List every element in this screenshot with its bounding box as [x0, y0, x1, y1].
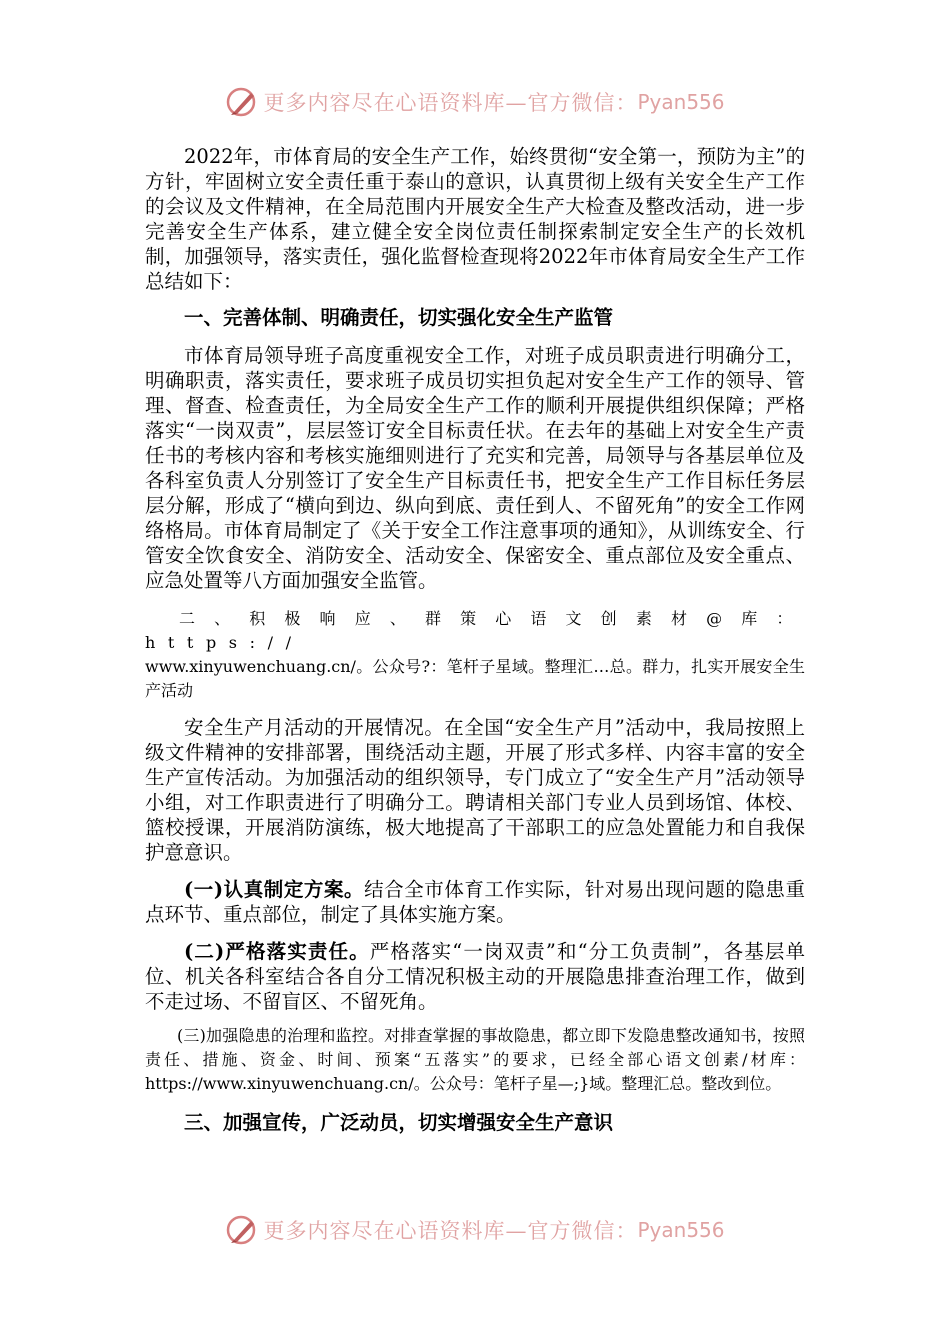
subsection-1-body: 结合全市体育工作实际，针对易出现问题的隐患重点环节、重点部位，制定了具体实施方案。 — [145, 878, 805, 926]
section-heading-2-block — [145, 607, 805, 703]
subsection-2-body: 严格落实“一岗双责”和“分工负责制”，各基层单位、机关各科室结合各自分工情况积极主动的开展隐患排查治理工作，做到不走过场、不留盲区、不留死角。 — [145, 940, 805, 1013]
section-heading-2-line2: www.xinyuwenchuang.cn/。公众号?：笔杆子星域。整理汇…总。群力，扎实开展安全生产活动 — [145, 657, 805, 700]
section-2-paragraph: 安全生产月活动的开展情况。在全国“安全生产月”活动中，我局按照上级文件精神的安排部署，围绕活动主题，开展了形式多样、内容丰富的安全生产宣传活动。为加强活动的组织领导，专门成立了“安全生产月”活动领导小组，对工作职责进行了明确分工。聘请相关部门专业人员到场馆、体校、篮校授课，开展消防演练，极大地提高了干部职工的应急处置能力和自我保护意意识。 — [145, 716, 805, 864]
banner-text: 更多内容尽在心语资料库—官方微信： — [263, 91, 638, 115]
section-heading-2-line1: 二、积极响应、群策心语文创素材@库：https:// — [145, 609, 805, 652]
intro-paragraph: 2022年，市体育局的安全生产工作，始终贯彻“安全第一，预防为主”的方针，牢固树立安全责任重于泰山的意识，认真贯彻上级有关安全生产工作的会议及文件精神，在全局范围内开展安全生产大检查及整改活动，进一步完善安全生产体系，建立健全安全岗位责任制探索制定安全生产的长效机制，加强领导，落实责任，强化监督检查现将2022年市体育局安全生产工作总结如下： — [145, 145, 805, 293]
section-heading-3: 三、加强宣传，广泛动员，切实增强安全生产意识 — [184, 1111, 614, 1134]
document-body — [145, 144, 805, 1135]
pen-logo-icon — [225, 85, 259, 119]
header-banner — [0, 82, 950, 122]
banner-wechat-id: Pyan556 — [637, 1218, 725, 1242]
subsection-2 — [145, 939, 805, 1014]
subsection-3: (三)加强隐患的治理和监控。对排查掌握的事故隐患，都立即下发隐患整改通知书，按照责任、措施、资金、时间、预案“五落实”的要求，已经全部心语文创素/材库：https://www.xinyuwenchuang.cn/。公众号：笔杆子星—;}域。整理汇总。整改到位。 — [145, 1026, 805, 1093]
section-heading-1: 一、完善体制、明确责任，切实强化安全生产监管 — [184, 306, 614, 329]
banner-text: 更多内容尽在心语资料库—官方微信： — [263, 1219, 638, 1243]
subsection-1-title: (一)认真制定方案。 — [184, 878, 365, 901]
subsection-2-title: (二)严格落实责任。 — [184, 940, 370, 963]
banner-wechat-id: Pyan556 — [637, 90, 725, 114]
pen-logo-icon — [225, 1213, 259, 1247]
footer-banner — [0, 1210, 950, 1250]
subsection-1 — [145, 877, 805, 927]
section-1-paragraph: 市体育局领导班子高度重视安全工作，对班子成员职责进行明确分工，明确职责，落实责任，要求班子成员切实担负起对安全生产工作的领导、管理、督查、检查责任，为全局安全生产工作的顺利开展提供组织保障；严格落实“一岗双责”，层层签订安全目标责任状。在去年的基础上对安全生产责任书的考核内容和考核实施细则进行了充实和完善，局领导与各基层单位及各科室负责人分别签订了安全生产目标责任书，把安全生产工作目标任务层层分解，形成了“横向到边、纵向到底、责任到人、不留死角”的安全工作网络格局。市体育局制定了《关于安全工作注意事项的通知》，从训练安全、行管安全饮食安全、消防安全、活动安全、保密安全、重点部位及安全重点、应急处置等八方面加强安全监管。 — [145, 344, 805, 592]
